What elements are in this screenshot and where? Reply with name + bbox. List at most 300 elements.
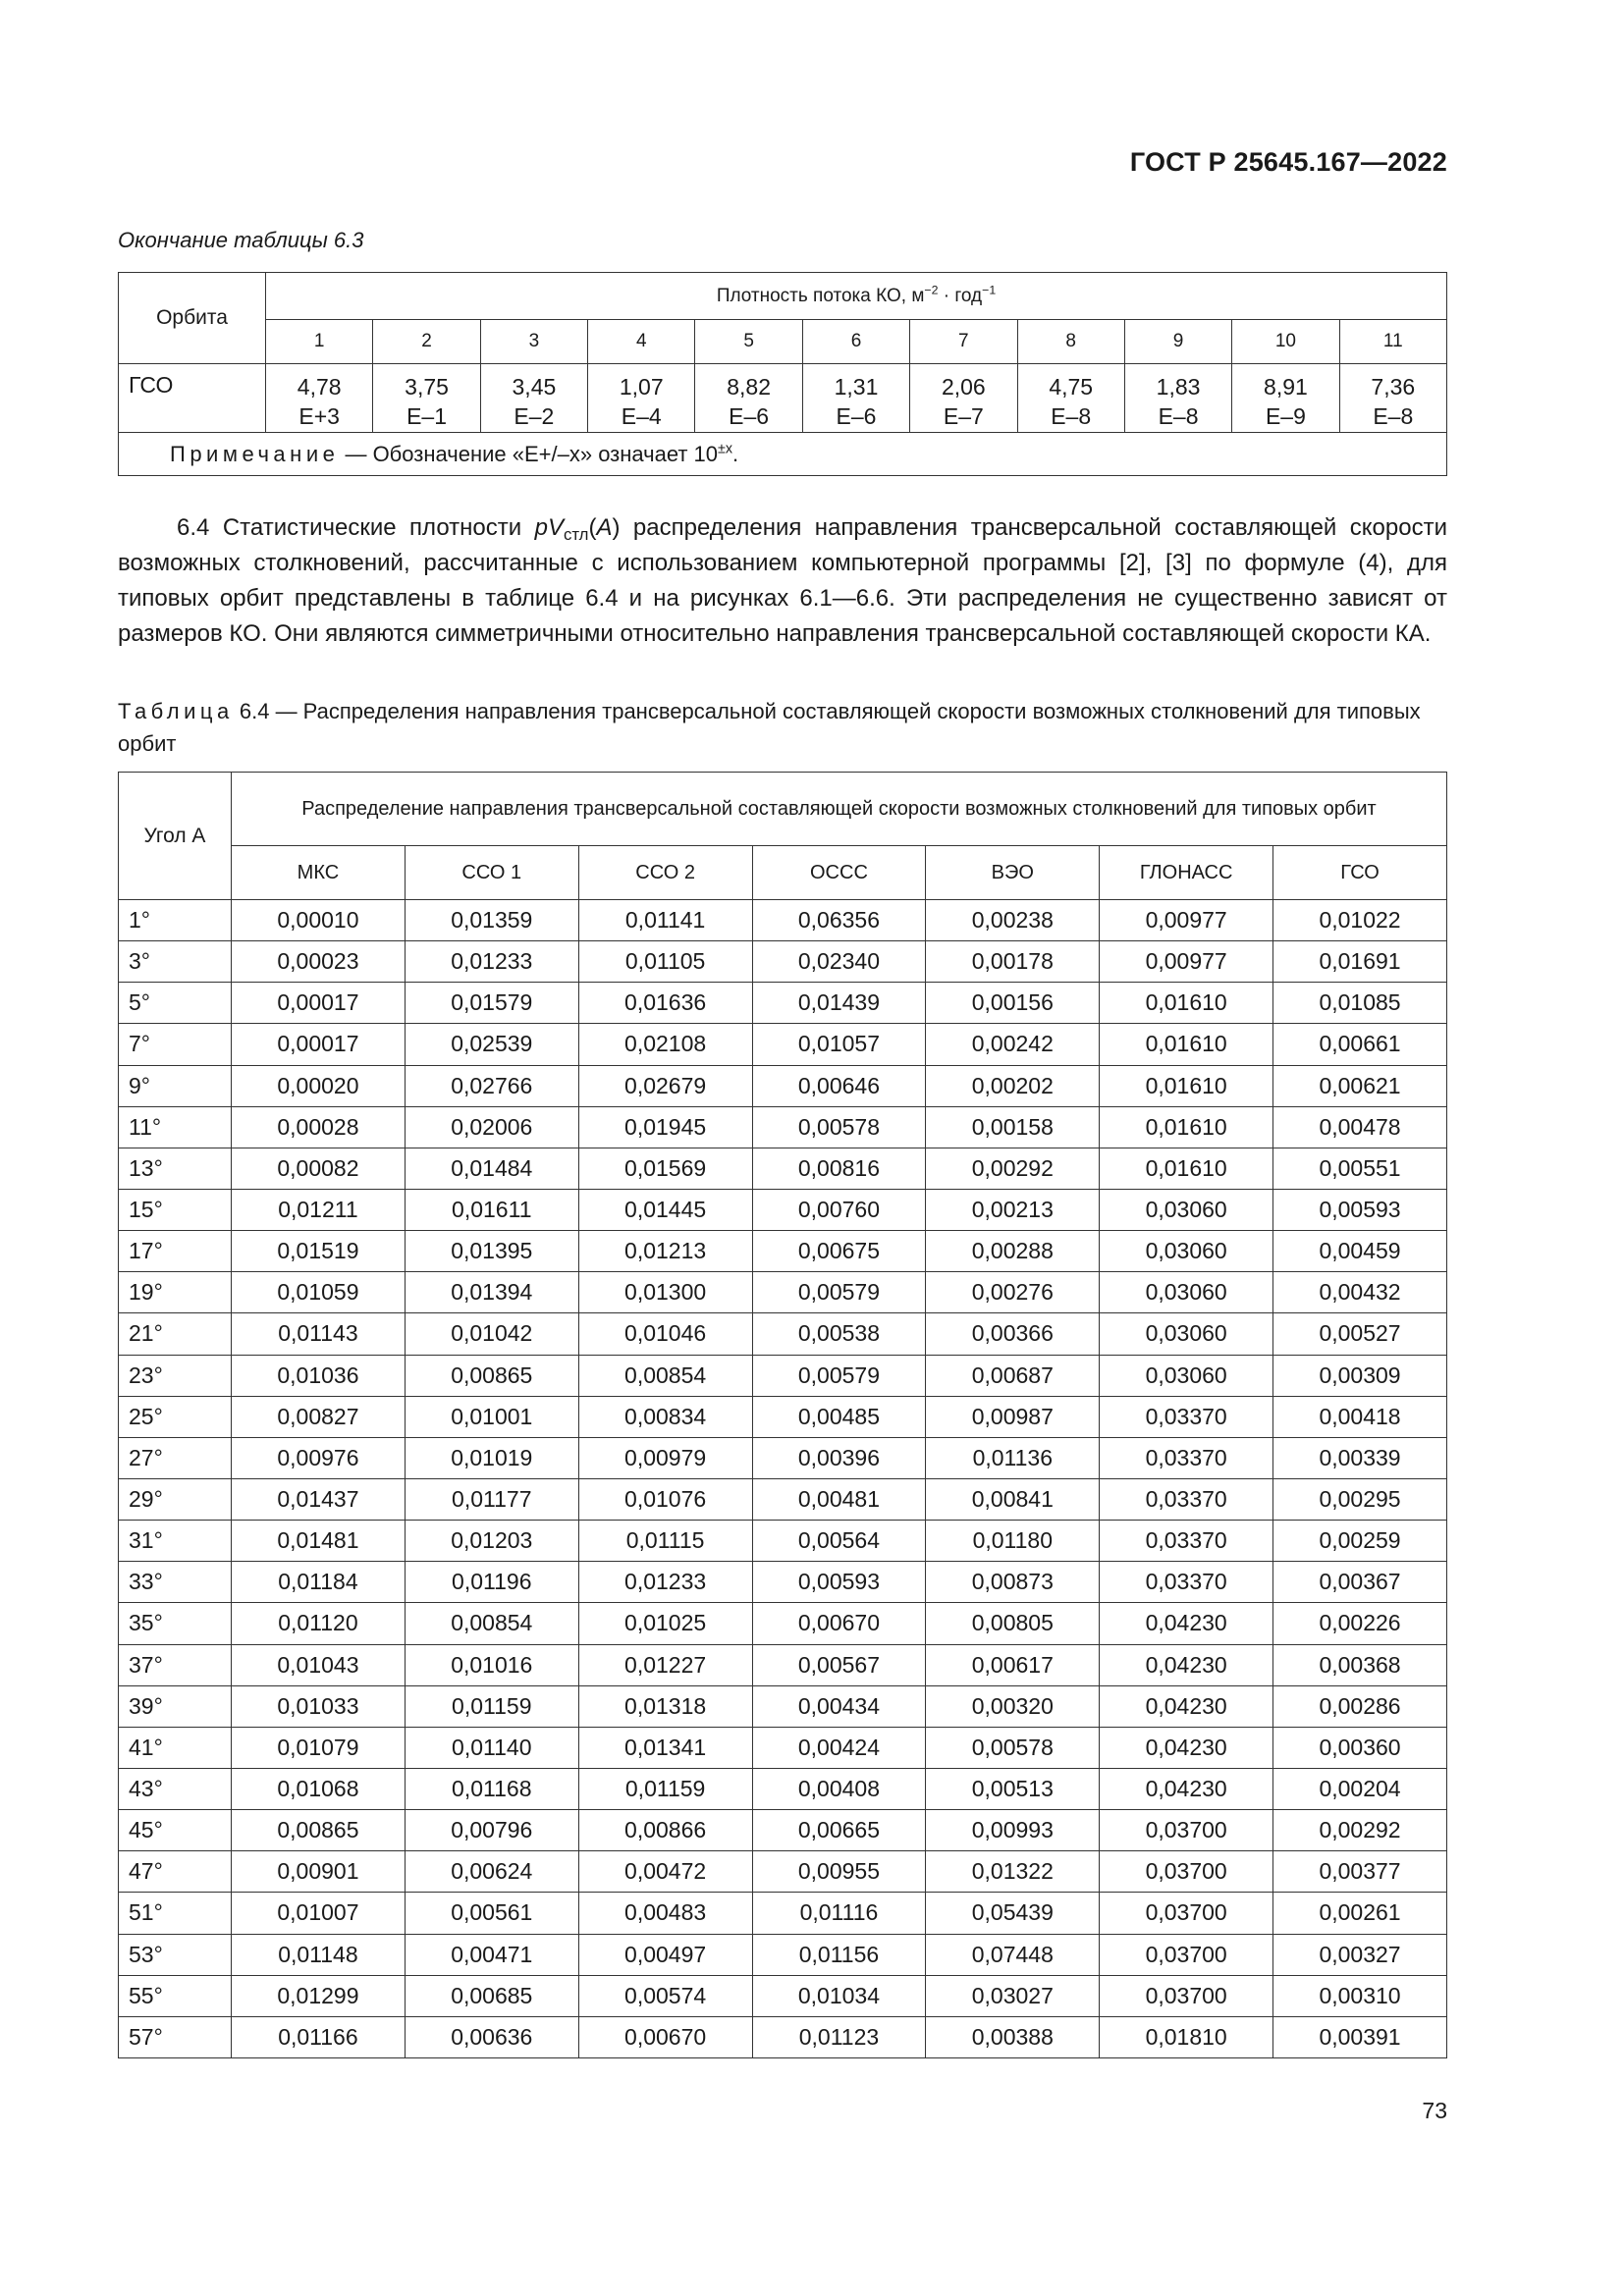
value-cell: 0,01085 <box>1273 983 1447 1024</box>
value-cell: 0,00670 <box>578 2016 752 2057</box>
document-code: ГОСТ Р 25645.167—2022 <box>1129 147 1447 177</box>
value-cell: 0,00202 <box>926 1065 1100 1106</box>
angle-cell: 33° <box>119 1562 232 1603</box>
angle-cell: 21° <box>119 1313 232 1355</box>
value-cell: 0,00288 <box>926 1231 1100 1272</box>
value-cell: 0,00295 <box>1273 1478 1447 1520</box>
value-cell: 0,00551 <box>1273 1148 1447 1189</box>
value-cell: 0,00993 <box>926 1810 1100 1851</box>
value-cell: 0,03060 <box>1100 1355 1273 1396</box>
value-cell: 0,00854 <box>405 1603 578 1644</box>
density-exponent: E–8 <box>1373 403 1414 429</box>
value-cell: 0,00636 <box>405 2016 578 2057</box>
section-paragraph: 6.4 Статистические плотности $pV_{стл}(A)$ распределения направления трансверсальной составляющей скорости возможных столкновений, рассчитанные с использованием компьютерной программы [2], [3] по формуле (4), для типовых орбит представлены в таблице 6.4 и на рисунках 6.1—6.6. Эти распределения не существенно зависят от размеров КО. Они являются симметричными относительно направления трансверсальной составляющей скорости КА. <box>118 514 1447 647</box>
value-cell: 0,02340 <box>752 941 926 983</box>
density-value <box>588 364 695 433</box>
table-row <box>119 1106 1447 1148</box>
value-cell: 0,00432 <box>1273 1272 1447 1313</box>
value-cell: 0,01196 <box>405 1562 578 1603</box>
density-value <box>266 364 373 433</box>
value-cell: 0,01300 <box>578 1272 752 1313</box>
value-cell: 0,03700 <box>1100 1851 1273 1893</box>
value-cell: 0,00646 <box>752 1065 926 1106</box>
table-6-4 <box>118 772 1447 2058</box>
value-cell: 0,00292 <box>926 1148 1100 1189</box>
column-number: 8 <box>1017 320 1124 364</box>
value-cell: 0,03060 <box>1100 1313 1273 1355</box>
table-row <box>119 941 1447 983</box>
value-cell: 0,00339 <box>1273 1437 1447 1478</box>
value-cell: 0,00023 <box>232 941 406 983</box>
angle-cell: 3° <box>119 941 232 983</box>
value-cell: 0,00388 <box>926 2016 1100 2057</box>
value-cell: 0,00574 <box>578 1975 752 2016</box>
table-row <box>119 364 1447 433</box>
table-continuation-label: Окончание таблицы 6.3 <box>118 228 364 252</box>
value-cell: 0,00471 <box>405 1934 578 1975</box>
value-cell: 0,02766 <box>405 1065 578 1106</box>
value-cell: 0,00367 <box>1273 1562 1447 1603</box>
angle-cell: 5° <box>119 983 232 1024</box>
value-cell: 0,00238 <box>926 900 1100 941</box>
value-cell: 0,01168 <box>405 1768 578 1809</box>
value-cell: 0,00827 <box>232 1396 406 1437</box>
value-cell: 0,03370 <box>1100 1478 1273 1520</box>
value-cell: 0,00865 <box>232 1810 406 1851</box>
value-cell: 0,00977 <box>1100 900 1273 941</box>
table-row <box>119 1685 1447 1727</box>
value-cell: 0,03370 <box>1100 1562 1273 1603</box>
table-6-3 <box>118 272 1447 476</box>
value-cell: 0,01120 <box>232 1603 406 1644</box>
value-cell: 0,03700 <box>1100 1934 1273 1975</box>
value-cell: 0,00156 <box>926 983 1100 1024</box>
value-cell: 0,01395 <box>405 1231 578 1272</box>
value-cell: 0,01177 <box>405 1478 578 1520</box>
table-row <box>119 1024 1447 1065</box>
value-cell: 0,00901 <box>232 1851 406 1893</box>
angle-cell: 13° <box>119 1148 232 1189</box>
value-cell: 0,00368 <box>1273 1644 1447 1685</box>
value-cell: 0,01636 <box>578 983 752 1024</box>
density-mantissa: 1,83 <box>1156 374 1201 400</box>
angle-cell: 19° <box>119 1272 232 1313</box>
density-mantissa: 7,36 <box>1371 374 1416 400</box>
angle-cell: 51° <box>119 1893 232 1934</box>
angle-cell: 29° <box>119 1478 232 1520</box>
orbit-column-header: ССО 2 <box>578 846 752 900</box>
value-cell: 0,00578 <box>926 1727 1100 1768</box>
value-cell: 0,00010 <box>232 900 406 941</box>
angle-cell: 9° <box>119 1065 232 1106</box>
value-cell: 0,00408 <box>752 1768 926 1809</box>
value-cell: 0,01148 <box>232 1934 406 1975</box>
value-cell: 0,03370 <box>1100 1521 1273 1562</box>
value-cell: 0,01046 <box>578 1313 752 1355</box>
value-cell: 0,00538 <box>752 1313 926 1355</box>
value-cell: 0,00485 <box>752 1396 926 1437</box>
table-note: Примечание — Обозначение «E+/–x» означает $10^{\pm x}$. <box>119 433 1447 476</box>
value-cell: 0,00017 <box>232 983 406 1024</box>
value-cell: 0,00760 <box>752 1189 926 1230</box>
value-cell: 0,02679 <box>578 1065 752 1106</box>
value-cell: 0,03700 <box>1100 1810 1273 1851</box>
angle-cell: 45° <box>119 1810 232 1851</box>
value-cell: 0,00621 <box>1273 1065 1447 1106</box>
angle-cell: 47° <box>119 1851 232 1893</box>
table-row <box>119 1355 1447 1396</box>
table-row <box>119 1768 1447 1809</box>
table-row <box>119 1644 1447 1685</box>
value-cell: 0,00226 <box>1273 1603 1447 1644</box>
table-row <box>119 1810 1447 1851</box>
table-row <box>119 1893 1447 1934</box>
orbit-column-header: ОССС <box>752 846 926 900</box>
table-row <box>119 1231 1447 1272</box>
value-cell: 0,00617 <box>926 1644 1100 1685</box>
value-cell: 0,04230 <box>1100 1644 1273 1685</box>
value-cell: 0,01579 <box>405 983 578 1024</box>
value-cell: 0,01115 <box>578 1521 752 1562</box>
value-cell: 0,00987 <box>926 1396 1100 1437</box>
density-mantissa: 2,06 <box>941 374 986 400</box>
table-row <box>119 983 1447 1024</box>
table-row <box>119 1521 1447 1562</box>
column-number: 9 <box>1124 320 1231 364</box>
value-cell: 0,00955 <box>752 1851 926 1893</box>
value-cell: 0,01034 <box>752 1975 926 2016</box>
density-value <box>373 364 480 433</box>
orbit-column-header: ССО 1 <box>405 846 578 900</box>
value-cell: 0,00459 <box>1273 1231 1447 1272</box>
value-cell: 0,00866 <box>578 1810 752 1851</box>
table-row <box>119 1975 1447 2016</box>
density-value <box>1017 364 1124 433</box>
column-number: 6 <box>802 320 909 364</box>
table-row <box>119 1437 1447 1478</box>
value-cell: 0,03060 <box>1100 1272 1273 1313</box>
value-cell: 0,00661 <box>1273 1024 1447 1065</box>
table-row <box>119 1562 1447 1603</box>
value-cell: 0,01227 <box>578 1644 752 1685</box>
value-cell: 0,01007 <box>232 1893 406 1934</box>
value-cell: 0,06356 <box>752 900 926 941</box>
value-cell: 0,00481 <box>752 1478 926 1520</box>
value-cell: 0,01141 <box>578 900 752 941</box>
value-cell: 0,00418 <box>1273 1396 1447 1437</box>
value-cell: 0,01184 <box>232 1562 406 1603</box>
density-mantissa: 3,45 <box>512 374 557 400</box>
value-cell: 0,00593 <box>1273 1189 1447 1230</box>
value-cell: 0,00834 <box>578 1396 752 1437</box>
column-number: 11 <box>1339 320 1446 364</box>
value-cell: 0,01569 <box>578 1148 752 1189</box>
density-mantissa: 8,82 <box>727 374 771 400</box>
value-cell: 0,01610 <box>1100 1148 1273 1189</box>
page-number: 73 <box>1422 2098 1447 2123</box>
density-value <box>910 364 1017 433</box>
value-cell: 0,00579 <box>752 1272 926 1313</box>
density-value <box>802 364 909 433</box>
column-number: 5 <box>695 320 802 364</box>
value-cell: 0,00360 <box>1273 1727 1447 1768</box>
value-cell: 0,01019 <box>405 1437 578 1478</box>
value-cell: 0,00391 <box>1273 2016 1447 2057</box>
value-cell: 0,00513 <box>926 1768 1100 1809</box>
value-cell: 0,01437 <box>232 1478 406 1520</box>
value-cell: 0,01394 <box>405 1272 578 1313</box>
density-value <box>1124 364 1231 433</box>
value-cell: 0,00242 <box>926 1024 1100 1065</box>
value-cell: 0,01299 <box>232 1975 406 2016</box>
orbit-column-header: ГЛОНАСС <box>1100 846 1273 900</box>
value-cell: 0,01079 <box>232 1727 406 1768</box>
value-cell: 0,00158 <box>926 1106 1100 1148</box>
value-cell: 0,05439 <box>926 1893 1100 1934</box>
angle-cell: 53° <box>119 1934 232 1975</box>
value-cell: 0,00309 <box>1273 1355 1447 1396</box>
value-cell: 0,00286 <box>1273 1685 1447 1727</box>
value-cell: 0,00567 <box>752 1644 926 1685</box>
angle-cell: 31° <box>119 1521 232 1562</box>
density-exponent: E–9 <box>1265 403 1306 429</box>
density-mantissa: 1,07 <box>619 374 664 400</box>
value-cell: 0,00178 <box>926 941 1100 983</box>
angle-cell: 39° <box>119 1685 232 1727</box>
value-cell: 0,00213 <box>926 1189 1100 1230</box>
value-cell: 0,00320 <box>926 1685 1100 1727</box>
density-mantissa: 1,31 <box>834 374 879 400</box>
table-row <box>119 1065 1447 1106</box>
value-cell: 0,03060 <box>1100 1231 1273 1272</box>
value-cell: 0,00593 <box>752 1562 926 1603</box>
value-cell: 0,00579 <box>752 1355 926 1396</box>
value-cell: 0,04230 <box>1100 1768 1273 1809</box>
value-cell: 0,01610 <box>1100 983 1273 1024</box>
density-exponent: E–7 <box>943 403 984 429</box>
value-cell: 0,00396 <box>752 1437 926 1478</box>
angle-cell: 1° <box>119 900 232 941</box>
value-cell: 0,01001 <box>405 1396 578 1437</box>
value-cell: 0,00564 <box>752 1521 926 1562</box>
table-caption: Таблица 6.4 — Распределения направления трансверсальной составляющей скорости возможных столкновений для типовых орбит <box>118 699 1421 756</box>
value-cell: 0,00527 <box>1273 1313 1447 1355</box>
density-exponent: E–4 <box>621 403 662 429</box>
angle-cell: 7° <box>119 1024 232 1065</box>
orbit-header: Орбита <box>119 273 266 364</box>
value-cell: 0,00670 <box>752 1603 926 1644</box>
value-cell: 0,01016 <box>405 1644 578 1685</box>
value-cell: 0,01359 <box>405 900 578 941</box>
angle-cell: 11° <box>119 1106 232 1148</box>
orbit-label: ГСО <box>119 364 266 433</box>
density-value <box>480 364 587 433</box>
value-cell: 0,00854 <box>578 1355 752 1396</box>
value-cell: 0,03700 <box>1100 1893 1273 1934</box>
column-number: 1 <box>266 320 373 364</box>
value-cell: 0,01322 <box>926 1851 1100 1893</box>
density-exponent: E+3 <box>298 403 340 429</box>
value-cell: 0,00478 <box>1273 1106 1447 1148</box>
column-number: 10 <box>1232 320 1339 364</box>
angle-cell: 41° <box>119 1727 232 1768</box>
value-cell: 0,01481 <box>232 1521 406 1562</box>
value-cell: 0,00976 <box>232 1437 406 1478</box>
column-number: 7 <box>910 320 1017 364</box>
value-cell: 0,00979 <box>578 1437 752 1478</box>
value-cell: 0,00434 <box>752 1685 926 1727</box>
density-exponent: E–2 <box>514 403 555 429</box>
table-row <box>119 1603 1447 1644</box>
angle-cell: 15° <box>119 1189 232 1230</box>
orbit-column-header: ГСО <box>1273 846 1447 900</box>
angle-header: Угол A <box>119 773 232 900</box>
value-cell: 0,01140 <box>405 1727 578 1768</box>
value-cell: 0,01691 <box>1273 941 1447 983</box>
value-cell: 0,01042 <box>405 1313 578 1355</box>
value-cell: 0,00497 <box>578 1934 752 1975</box>
density-value <box>1339 364 1446 433</box>
value-cell: 0,01068 <box>232 1768 406 1809</box>
value-cell: 0,01233 <box>405 941 578 983</box>
value-cell: 0,01945 <box>578 1106 752 1148</box>
value-cell: 0,01136 <box>926 1437 1100 1478</box>
value-cell: 0,00977 <box>1100 941 1273 983</box>
value-cell: 0,00561 <box>405 1893 578 1934</box>
value-cell: 0,01318 <box>578 1685 752 1727</box>
value-cell: 0,00424 <box>752 1727 926 1768</box>
value-cell: 0,00292 <box>1273 1810 1447 1851</box>
value-cell: 0,01036 <box>232 1355 406 1396</box>
value-cell: 0,00028 <box>232 1106 406 1148</box>
value-cell: 0,00472 <box>578 1851 752 1893</box>
angle-cell: 43° <box>119 1768 232 1809</box>
column-number: 2 <box>373 320 480 364</box>
value-cell: 0,00841 <box>926 1478 1100 1520</box>
value-cell: 0,00578 <box>752 1106 926 1148</box>
density-exponent: E–6 <box>836 403 877 429</box>
value-cell: 0,01076 <box>578 1478 752 1520</box>
value-cell: 0,00796 <box>405 1810 578 1851</box>
value-cell: 0,03027 <box>926 1975 1100 2016</box>
table-row <box>119 900 1447 941</box>
value-cell: 0,07448 <box>926 1934 1100 1975</box>
value-cell: 0,02539 <box>405 1024 578 1065</box>
orbit-column-header: ВЭО <box>926 846 1100 900</box>
value-cell: 0,01022 <box>1273 900 1447 941</box>
value-cell: 0,01105 <box>578 941 752 983</box>
value-cell: 0,01156 <box>752 1934 926 1975</box>
column-number: 3 <box>480 320 587 364</box>
value-cell: 0,00873 <box>926 1562 1100 1603</box>
value-cell: 0,01159 <box>578 1768 752 1809</box>
value-cell: 0,02006 <box>405 1106 578 1148</box>
value-cell: 0,01445 <box>578 1189 752 1230</box>
density-value <box>1232 364 1339 433</box>
density-mantissa: 4,78 <box>297 374 342 400</box>
value-cell: 0,04230 <box>1100 1727 1273 1768</box>
value-cell: 0,01610 <box>1100 1024 1273 1065</box>
table-row <box>119 1189 1447 1230</box>
value-cell: 0,00082 <box>232 1148 406 1189</box>
value-cell: 0,00310 <box>1273 1975 1447 2016</box>
value-cell: 0,00261 <box>1273 1893 1447 1934</box>
value-cell: 0,00327 <box>1273 1934 1447 1975</box>
value-cell: 0,00259 <box>1273 1521 1447 1562</box>
table-row <box>119 1272 1447 1313</box>
density-exponent: E–8 <box>1158 403 1199 429</box>
value-cell: 0,00665 <box>752 1810 926 1851</box>
angle-cell: 35° <box>119 1603 232 1644</box>
angle-cell: 55° <box>119 1975 232 2016</box>
value-cell: 0,01213 <box>578 1231 752 1272</box>
value-cell: 0,04230 <box>1100 1685 1273 1727</box>
value-cell: 0,00624 <box>405 1851 578 1893</box>
value-cell: 0,01203 <box>405 1521 578 1562</box>
value-cell: 0,03370 <box>1100 1437 1273 1478</box>
density-mantissa: 8,91 <box>1264 374 1308 400</box>
value-cell: 0,00377 <box>1273 1851 1447 1893</box>
table-row <box>119 1727 1447 1768</box>
value-cell: 0,00276 <box>926 1272 1100 1313</box>
density-exponent: E–6 <box>729 403 770 429</box>
value-cell: 0,03700 <box>1100 1975 1273 2016</box>
value-cell: 0,00805 <box>926 1603 1100 1644</box>
density-exponent: E–1 <box>406 403 447 429</box>
value-cell: 0,01166 <box>232 2016 406 2057</box>
value-cell: 0,00675 <box>752 1231 926 1272</box>
value-cell: 0,03060 <box>1100 1189 1273 1230</box>
density-mantissa: 3,75 <box>405 374 449 400</box>
value-cell: 0,01211 <box>232 1189 406 1230</box>
value-cell: 0,00366 <box>926 1313 1100 1355</box>
value-cell: 0,01059 <box>232 1272 406 1313</box>
value-cell: 0,01057 <box>752 1024 926 1065</box>
value-cell: 0,00017 <box>232 1024 406 1065</box>
value-cell: 0,00685 <box>405 1975 578 2016</box>
value-cell: 0,01439 <box>752 983 926 1024</box>
orbit-column-header: МКС <box>232 846 406 900</box>
density-mantissa: 4,75 <box>1049 374 1094 400</box>
value-cell: 0,01341 <box>578 1727 752 1768</box>
value-cell: 0,01143 <box>232 1313 406 1355</box>
value-cell: 0,01810 <box>1100 2016 1273 2057</box>
density-header: Плотность потока КО, $м^{-2} \cdot год^{-1}$ <box>266 273 1447 320</box>
value-cell: 0,00816 <box>752 1148 926 1189</box>
value-cell: 0,01043 <box>232 1644 406 1685</box>
angle-cell: 23° <box>119 1355 232 1396</box>
distribution-header: Распределение направления трансверсальной составляющей скорости возможных столкновений для типовых орбит <box>232 773 1447 846</box>
value-cell: 0,01159 <box>405 1685 578 1727</box>
angle-cell: 57° <box>119 2016 232 2057</box>
table-row <box>119 1478 1447 1520</box>
table-row <box>119 1148 1447 1189</box>
value-cell: 0,01116 <box>752 1893 926 1934</box>
table-row <box>119 1934 1447 1975</box>
value-cell: 0,03370 <box>1100 1396 1273 1437</box>
angle-cell: 25° <box>119 1396 232 1437</box>
table-row <box>119 1396 1447 1437</box>
value-cell: 0,00483 <box>578 1893 752 1934</box>
value-cell: 0,00204 <box>1273 1768 1447 1809</box>
table-row <box>119 2016 1447 2057</box>
value-cell: 0,01025 <box>578 1603 752 1644</box>
table-row <box>119 1851 1447 1893</box>
table-row <box>119 1313 1447 1355</box>
value-cell: 0,01610 <box>1100 1106 1273 1148</box>
value-cell: 0,00865 <box>405 1355 578 1396</box>
value-cell: 0,02108 <box>578 1024 752 1065</box>
